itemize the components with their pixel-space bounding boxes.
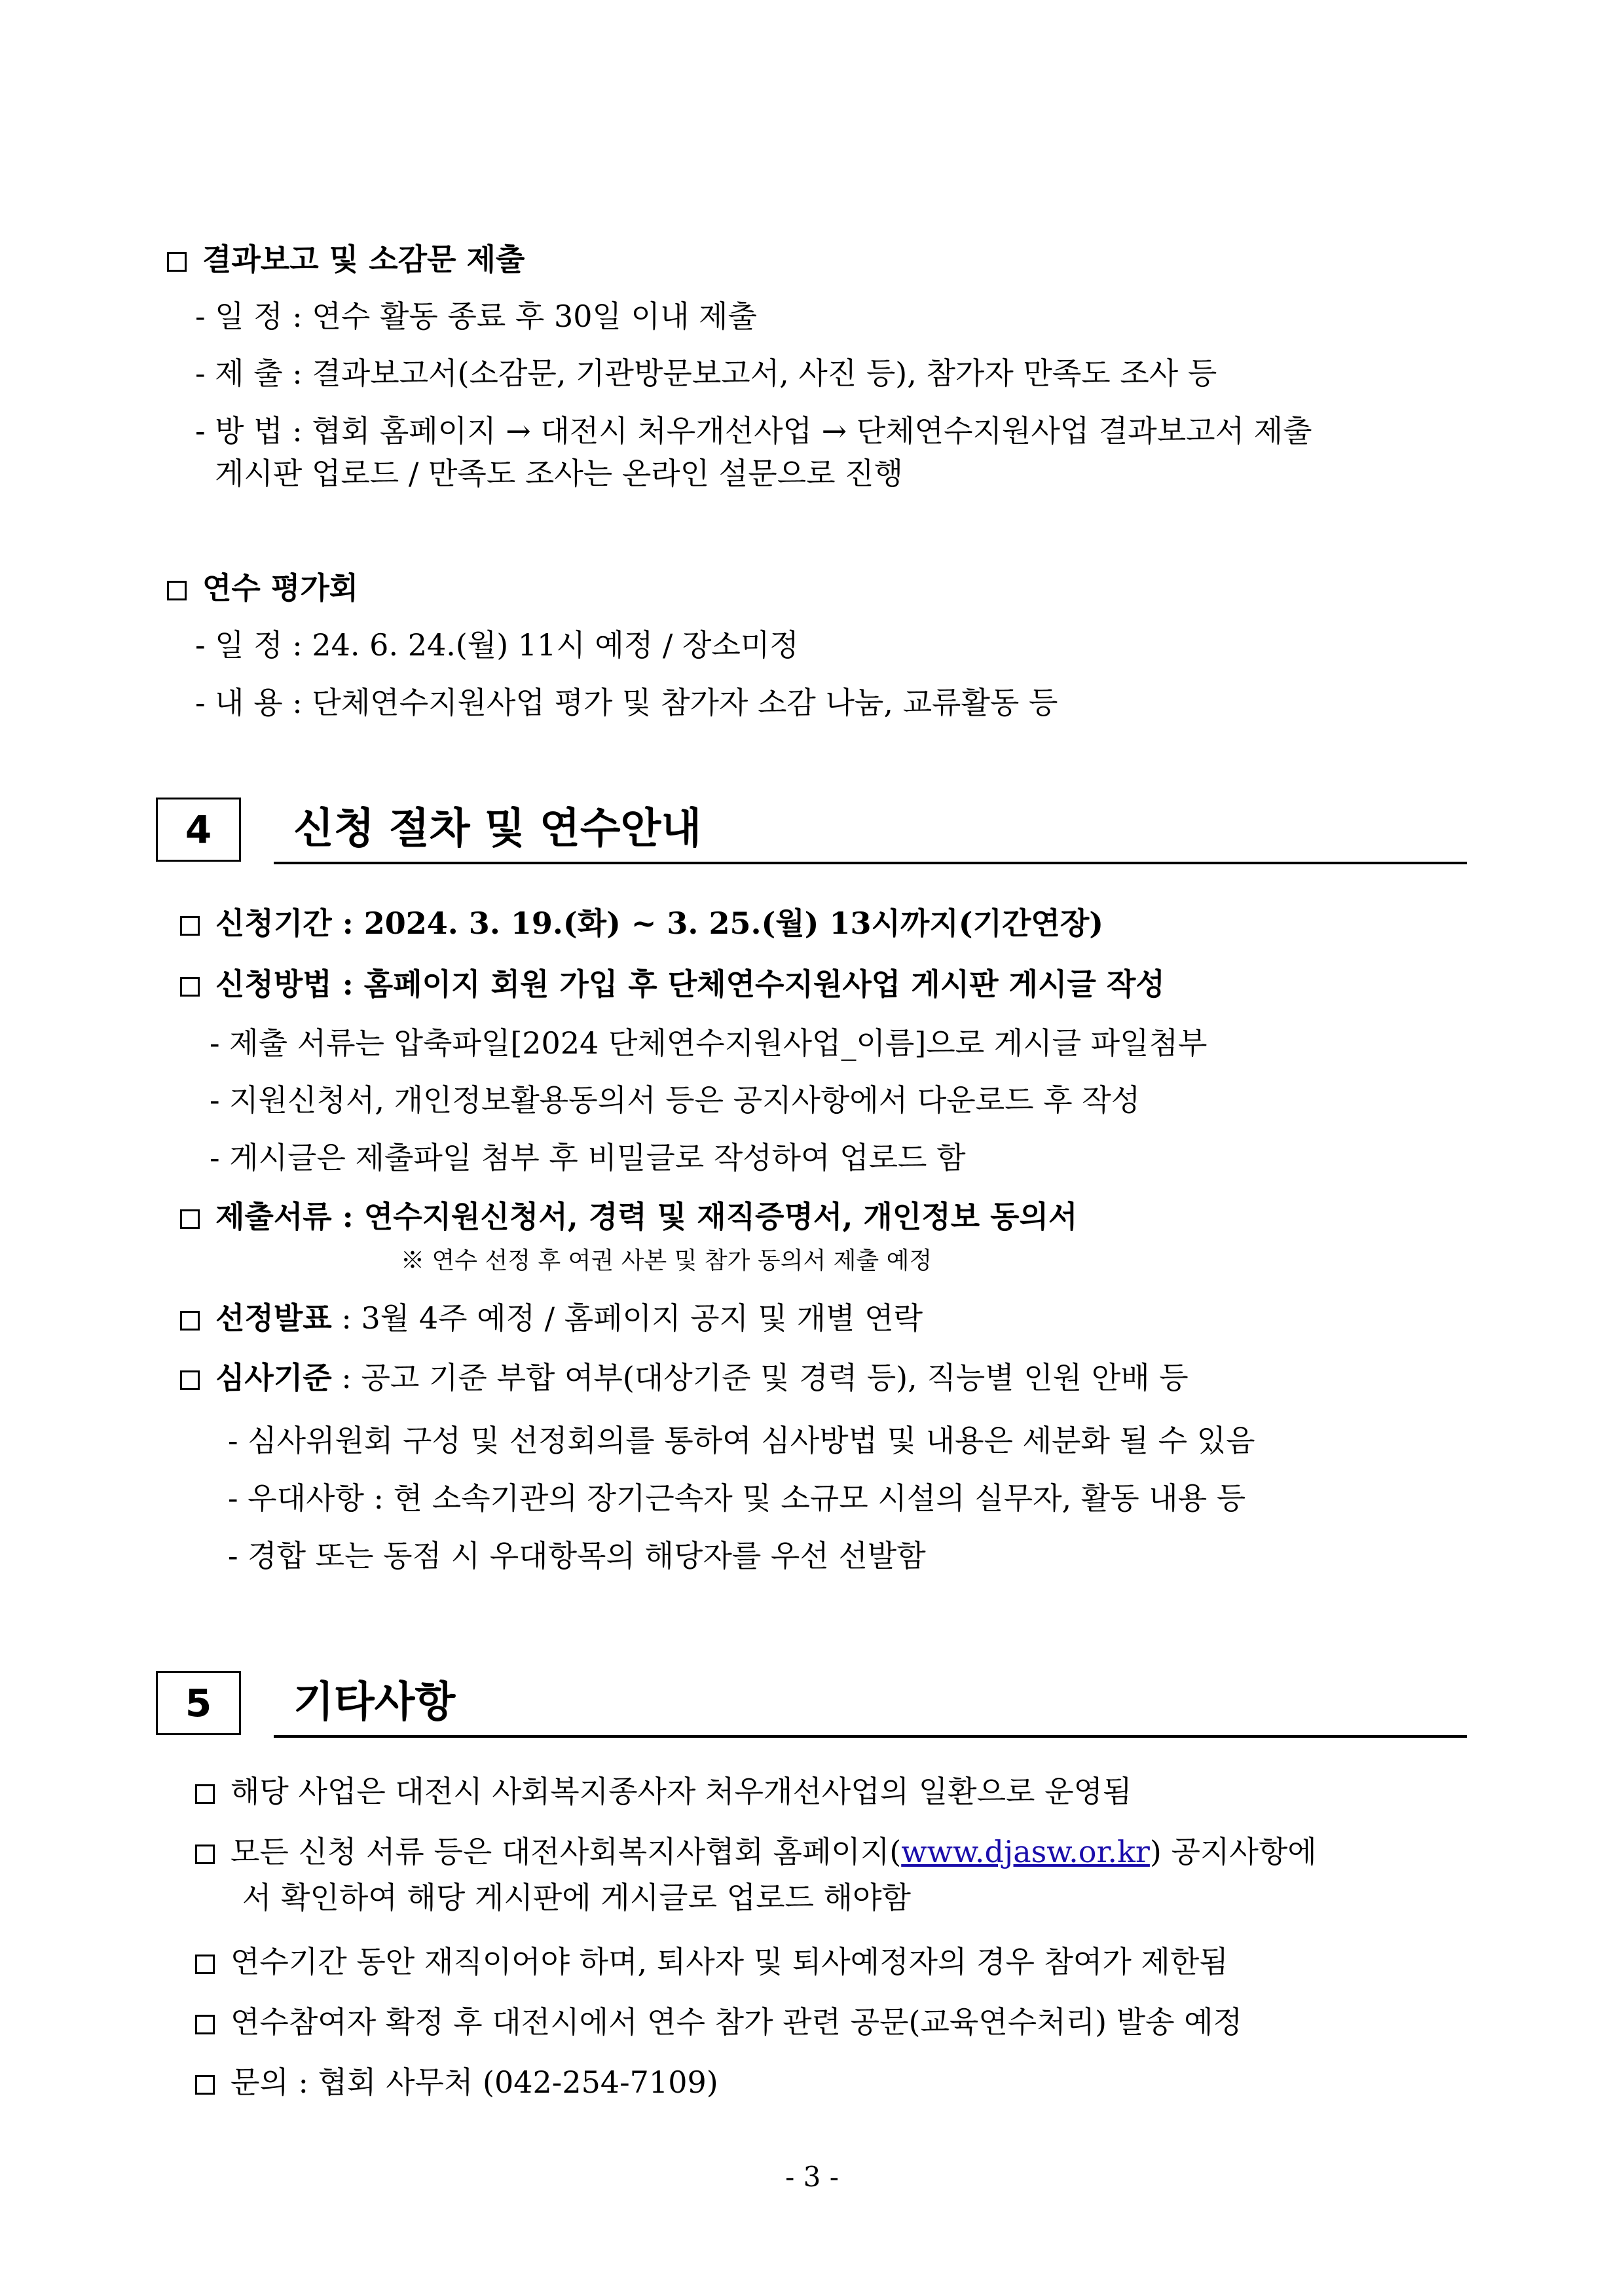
misc-item: 해당 사업은 대전시 사회복지종사자 처우개선사업의 일환으로 운영됨 (195, 1773, 1132, 1810)
result-report-item: - 방 법 : 협회 홈페이지 → 대전시 처우개선사업 → 단체연수지원사업 결과보고서 제출 (195, 413, 1312, 449)
misc-item: 모든 신청 서류 등은 대전사회복지사협회 홈페이지(www.djasw.or.kr) 공지사항에 (195, 1833, 1317, 1870)
checkbox-icon (180, 977, 200, 997)
checkbox-icon (195, 1955, 215, 1974)
method-item: - 제출 서류는 압축파일[2024 단체연수지원사업_이름]으로 게시글 파일첨부 (210, 1025, 1208, 1061)
criteria-item: - 심사위원회 구성 및 선정회의를 통하여 심사방법 및 내용은 세분화 될 수 있음 (228, 1423, 1255, 1458)
result-report-item: - 제 출 : 결과보고서(소감문, 기관방문보고서, 사진 등), 참가자 만족도 조사 등 (195, 356, 1217, 391)
application-method: 신청방법 : 홈페이지 회원 가입 후 단체연수지원사업 게시판 게시글 작성 (180, 966, 1165, 1002)
evaluation-item: - 내 용 : 단체연수지원사업 평가 및 참가자 소감 나눔, 교류활동 등 (195, 685, 1058, 720)
checkbox-icon (167, 581, 187, 600)
section-4-rule (274, 862, 1467, 864)
review-criteria: 심사기준 : 공고 기준 부합 여부(대상기준 및 경력 등), 직능별 인원 안배 등 (180, 1359, 1189, 1396)
required-documents: 제출서류 : 연수지원신청서, 경력 및 재직증명서, 개인정보 동의서 (180, 1198, 1077, 1235)
evaluation-item: - 일 정 : 24. 6. 24.(월) 11시 예정 / 장소미정 (195, 627, 799, 663)
checkbox-icon (167, 252, 187, 272)
misc-item-continuation: 서 확인하여 해당 게시판에 게시글로 업로드 해야함 (242, 1880, 911, 1915)
checkbox-icon (195, 2015, 215, 2034)
method-item: - 게시글은 제출파일 첨부 후 비밀글로 작성하여 업로드 함 (210, 1140, 966, 1175)
section-5-number: 5 (156, 1671, 241, 1735)
misc-item: 연수참여자 확정 후 대전시에서 연수 참가 관련 공문(교육연수처리) 발송 예정 (195, 2004, 1242, 2040)
checkbox-icon (195, 1784, 215, 1804)
page-number: - 3 - (785, 2161, 839, 2193)
section-5-rule (274, 1735, 1467, 1738)
section-4-title: 신청 절차 및 연수안내 (293, 805, 702, 853)
checkbox-icon (195, 1845, 215, 1864)
documents-note: ※ 연수 선정 후 여권 사본 및 참가 동의서 제출 예정 (401, 1247, 932, 1274)
checkbox-icon (180, 916, 200, 936)
method-item: - 지원신청서, 개인정보활용동의서 등은 공지사항에서 다운로드 후 작성 (210, 1082, 1141, 1118)
checkbox-icon (180, 1209, 200, 1229)
section-5-title: 기타사항 (293, 1678, 456, 1727)
checkbox-icon (180, 1311, 200, 1331)
checkbox-icon (195, 2075, 215, 2095)
misc-item: 문의 : 협회 사무처 (042-254-7109) (195, 2064, 718, 2101)
evaluation-heading: 연수 평가회 (167, 570, 358, 606)
application-period: 신청기간 : 2024. 3. 19.(화) ~ 3. 25.(월) 13시까지(기간연장) (180, 905, 1103, 942)
criteria-item: - 경합 또는 동점 시 우대항목의 해당자를 우선 선발함 (228, 1538, 926, 1573)
checkbox-icon (180, 1370, 200, 1390)
misc-item: 연수기간 동안 재직이어야 하며, 퇴사자 및 퇴사예정자의 경우 참여가 제한됨 (195, 1943, 1228, 1980)
result-report-item: - 일 정 : 연수 활동 종료 후 30일 이내 제출 (195, 299, 757, 334)
section-4-number: 4 (156, 798, 241, 862)
criteria-item: - 우대사항 : 현 소속기관의 장기근속자 및 소규모 시설의 실무자, 활동 내용 등 (228, 1480, 1246, 1516)
selection-announcement: 선정발표 : 3월 4주 예정 / 홈페이지 공지 및 개별 연락 (180, 1300, 923, 1336)
result-report-heading: 결과보고 및 소감문 제출 (167, 241, 525, 278)
homepage-link[interactable]: www.djasw.or.kr (901, 1834, 1150, 1869)
result-report-item: 게시판 업로드 / 만족도 조사는 온라인 설문으로 진행 (215, 456, 904, 491)
